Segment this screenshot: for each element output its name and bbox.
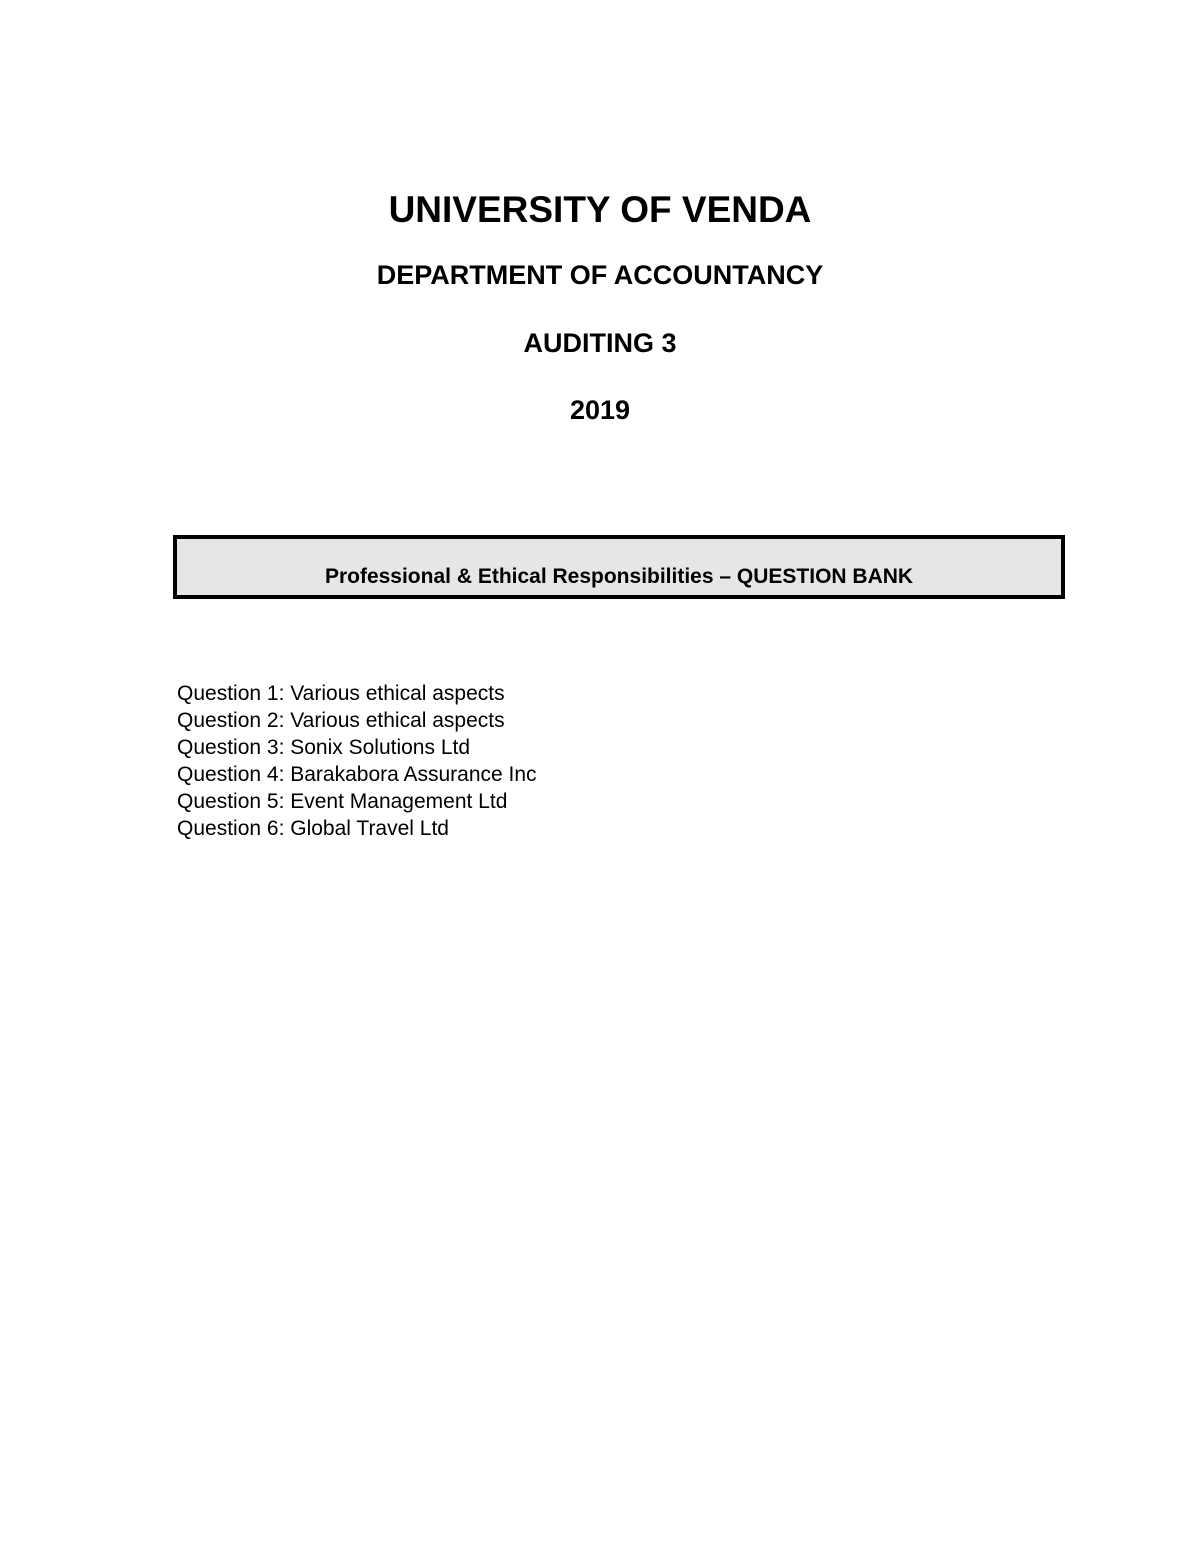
question-item-5: Question 5: Event Management Ltd	[177, 790, 508, 813]
question-bank-title: Professional & Ethical Responsibilities – QUESTION BANK	[324, 565, 914, 588]
question-list	[177, 680, 537, 842]
question-bank-banner	[173, 535, 1065, 599]
question-item-1: Question 1: Various ethical aspects	[177, 682, 505, 705]
course-title: AUDITING 3	[523, 328, 677, 358]
university-title: UNIVERSITY OF VENDA	[388, 189, 812, 230]
question-item-6: Question 6: Global Travel Ltd	[177, 817, 449, 840]
question-item-4: Question 4: Barakabora Assurance Inc	[177, 763, 537, 786]
year-title: 2019	[569, 395, 631, 425]
department-title: DEPARTMENT OF ACCOUNTANCY	[376, 260, 824, 290]
question-item-3: Question 3: Sonix Solutions Ltd	[177, 736, 471, 759]
question-item-2: Question 2: Various ethical aspects	[177, 709, 505, 732]
